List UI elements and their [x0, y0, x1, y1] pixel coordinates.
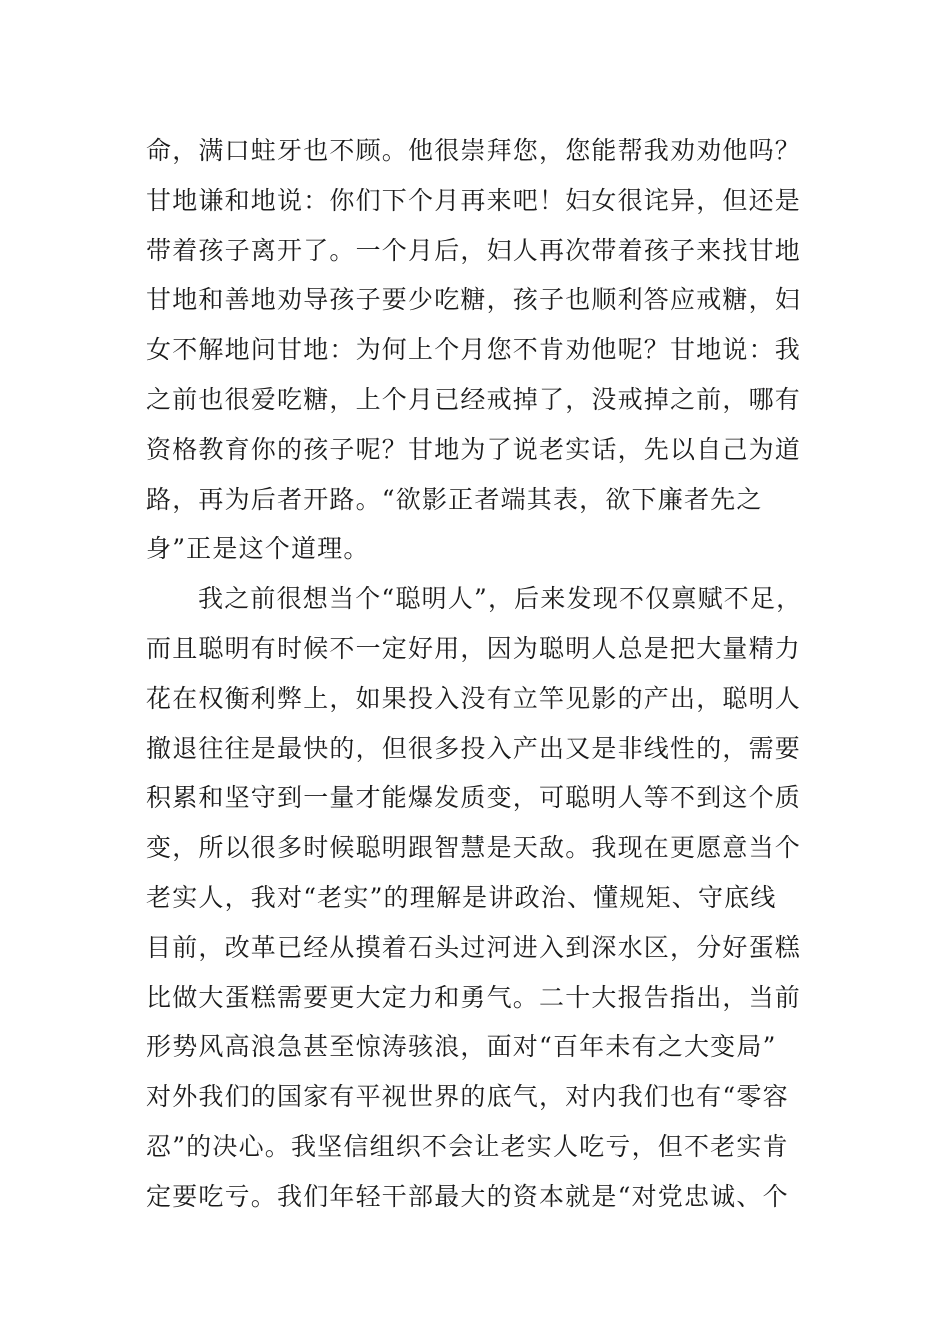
- text-line: 老实人，我对“老实”的理解是讲政治、懂规矩、守底线: [146, 882, 777, 912]
- text-line: 甘地谦和地说：你们下个月再来吧！妇女很诧异，但还是: [146, 185, 802, 215]
- text-line: 命，满口蛀牙也不顾。他很崇拜您，您能帮我劝劝他吗？: [146, 136, 802, 165]
- text-line: 变，所以很多时候聪明跟智慧是天敌。我现在更愿意当个: [146, 833, 802, 863]
- text-line: 形势风高浪急甚至惊涛骇浪，面对“百年未有之大变局”: [146, 1032, 777, 1062]
- text-line: 对外我们的国家有平视世界的底气，对内我们也有“零容: [146, 1082, 789, 1112]
- text-line: 比做大蛋糕需要更大定力和勇气。二十大报告指出，当前: [146, 982, 802, 1012]
- text-line: 撤退往往是最快的，但很多投入产出又是非线性的，需要: [146, 733, 802, 763]
- text-line: 忍”的决心。我坚信组织不会让老实人吃亏，但不老实肯: [146, 1131, 789, 1161]
- text-line: 资格教育你的孩子呢？甘地为了说老实话，先以自己为道: [146, 434, 802, 464]
- text-line: 带着孩子离开了。一个月后，妇人再次带着孩子来找甘地: [146, 235, 802, 265]
- document-body: [146, 126, 826, 1222]
- text-line: 目前，改革已经从摸着石头过河进入到深水区，分好蛋糕: [146, 932, 802, 962]
- text-line: 甘地和善地劝导孩子要少吃糖，孩子也顺利答应戒糖，妇: [146, 285, 802, 315]
- text-line: 而且聪明有时候不一定好用，因为聪明人总是把大量精力: [146, 633, 802, 663]
- text-line: 身”正是这个道理。: [146, 534, 370, 564]
- text-line: 积累和坚守到一量才能爆发质变，可聪明人等不到这个质: [146, 783, 802, 813]
- text-line: 定要吃亏。我们年轻干部最大的资本就是“对党忠诚、个: [146, 1181, 789, 1211]
- text-line: 女不解地问甘地：为何上个月您不肯劝他呢？甘地说：我: [146, 335, 802, 365]
- text-line: 花在权衡利弊上，如果投入没有立竿见影的产出，聪明人: [146, 683, 802, 713]
- paragraph-start-line: 我之前很想当个“聪明人”，后来发现不仅禀赋不足，: [198, 584, 803, 614]
- text-line: 之前也很爱吃糖，上个月已经戒掉了，没戒掉之前，哪有: [146, 384, 802, 414]
- text-line: 路，再为后者开路。“欲影正者端其表，欲下廉者先之: [146, 484, 763, 514]
